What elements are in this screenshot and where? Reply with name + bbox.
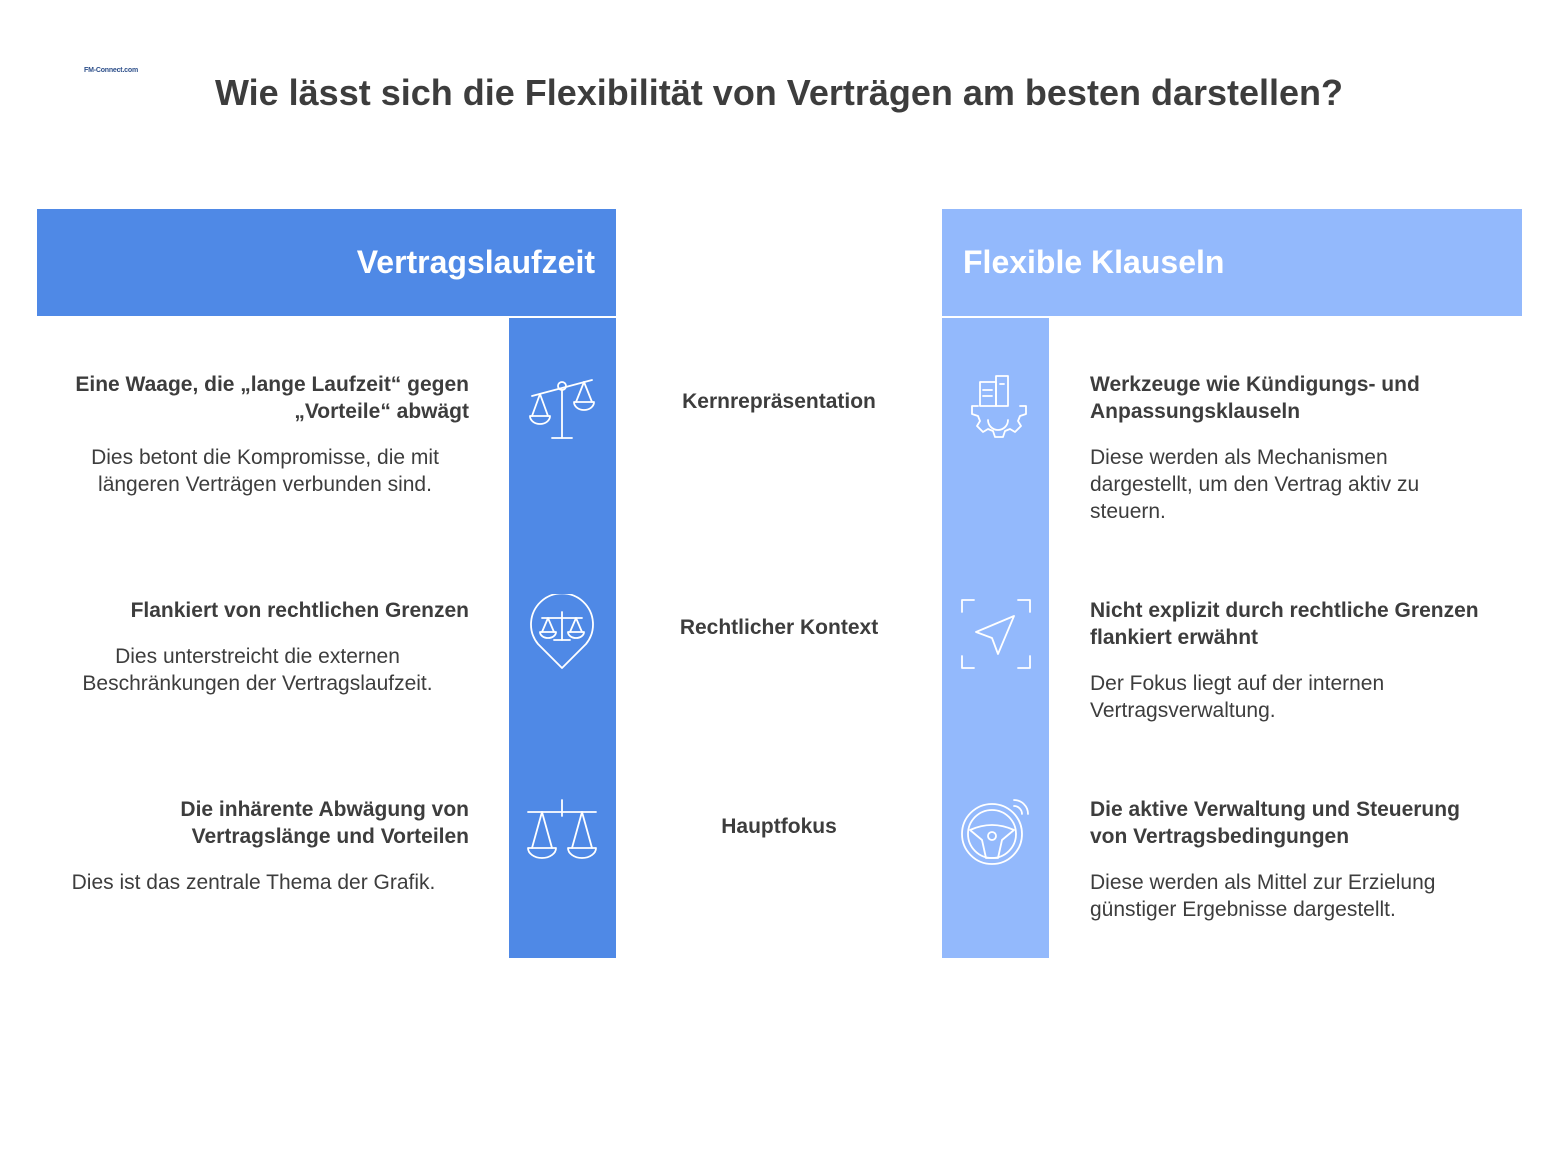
row1-center-label: Kernrepräsentation: [682, 390, 876, 413]
row1-right-title: Werkzeuge wie Kündigungs- und Anpassungsklauseln: [1090, 373, 1420, 423]
row3-left-title: Die inhärente Abwägung von Vertragslänge und Vorteilen: [180, 798, 469, 848]
row2-left-desc: Dies unterstreicht die externen Beschränkungen der Vertragslaufzeit.: [82, 645, 433, 695]
row3-left-desc: Dies ist das zentrale Thema der Grafik.: [71, 871, 436, 894]
gear-document-icon: [958, 370, 1034, 446]
header-right-label: Flexible Klauseln: [963, 244, 1225, 280]
header-right: [942, 209, 1522, 316]
header-left-label: Vertragslaufzeit: [356, 244, 595, 280]
row3-center-label: Hauptfokus: [721, 815, 837, 838]
row3-right-desc: Diese werden als Mittel zur Erzielung günstiger Ergebnisse dargestellt.: [1090, 871, 1436, 921]
row3-right-title: Die aktive Verwaltung und Steuerung von Vertragsbedingungen: [1090, 798, 1460, 848]
row2-right-title: Nicht explizit durch rechtliche Grenzen flankiert erwähnt: [1090, 599, 1479, 649]
row2-center-label: Rechtlicher Kontext: [679, 616, 879, 639]
steering-wheel-icon: [958, 796, 1034, 872]
row2-right-desc: Der Fokus liegt auf der internen Vertragsverwaltung.: [1090, 672, 1385, 722]
page-title: Wie lässt sich die Flexibilität von Verträgen am besten darstellen?: [214, 72, 1344, 113]
balance-scale-icon: [524, 370, 600, 446]
row1-right-desc: Diese werden als Mechanismen dargestellt, um den Vertrag aktiv zu steuern.: [1090, 446, 1420, 523]
logo-text: FM-Connect.com: [84, 67, 138, 74]
legal-location-pin-icon: [524, 594, 600, 670]
navigation-arrow-icon: [958, 596, 1034, 672]
scales-icon: [524, 796, 600, 872]
header-left: [37, 209, 616, 316]
row1-left-title: Eine Waage, die „lange Laufzeit“ gegen „Vorteile“ abwägt: [75, 373, 469, 423]
row1-left-desc: Dies betont die Kompromisse, die mit längeren Verträgen verbunden sind.: [91, 446, 439, 496]
row2-left-title: Flankiert von rechtlichen Grenzen: [130, 599, 469, 622]
